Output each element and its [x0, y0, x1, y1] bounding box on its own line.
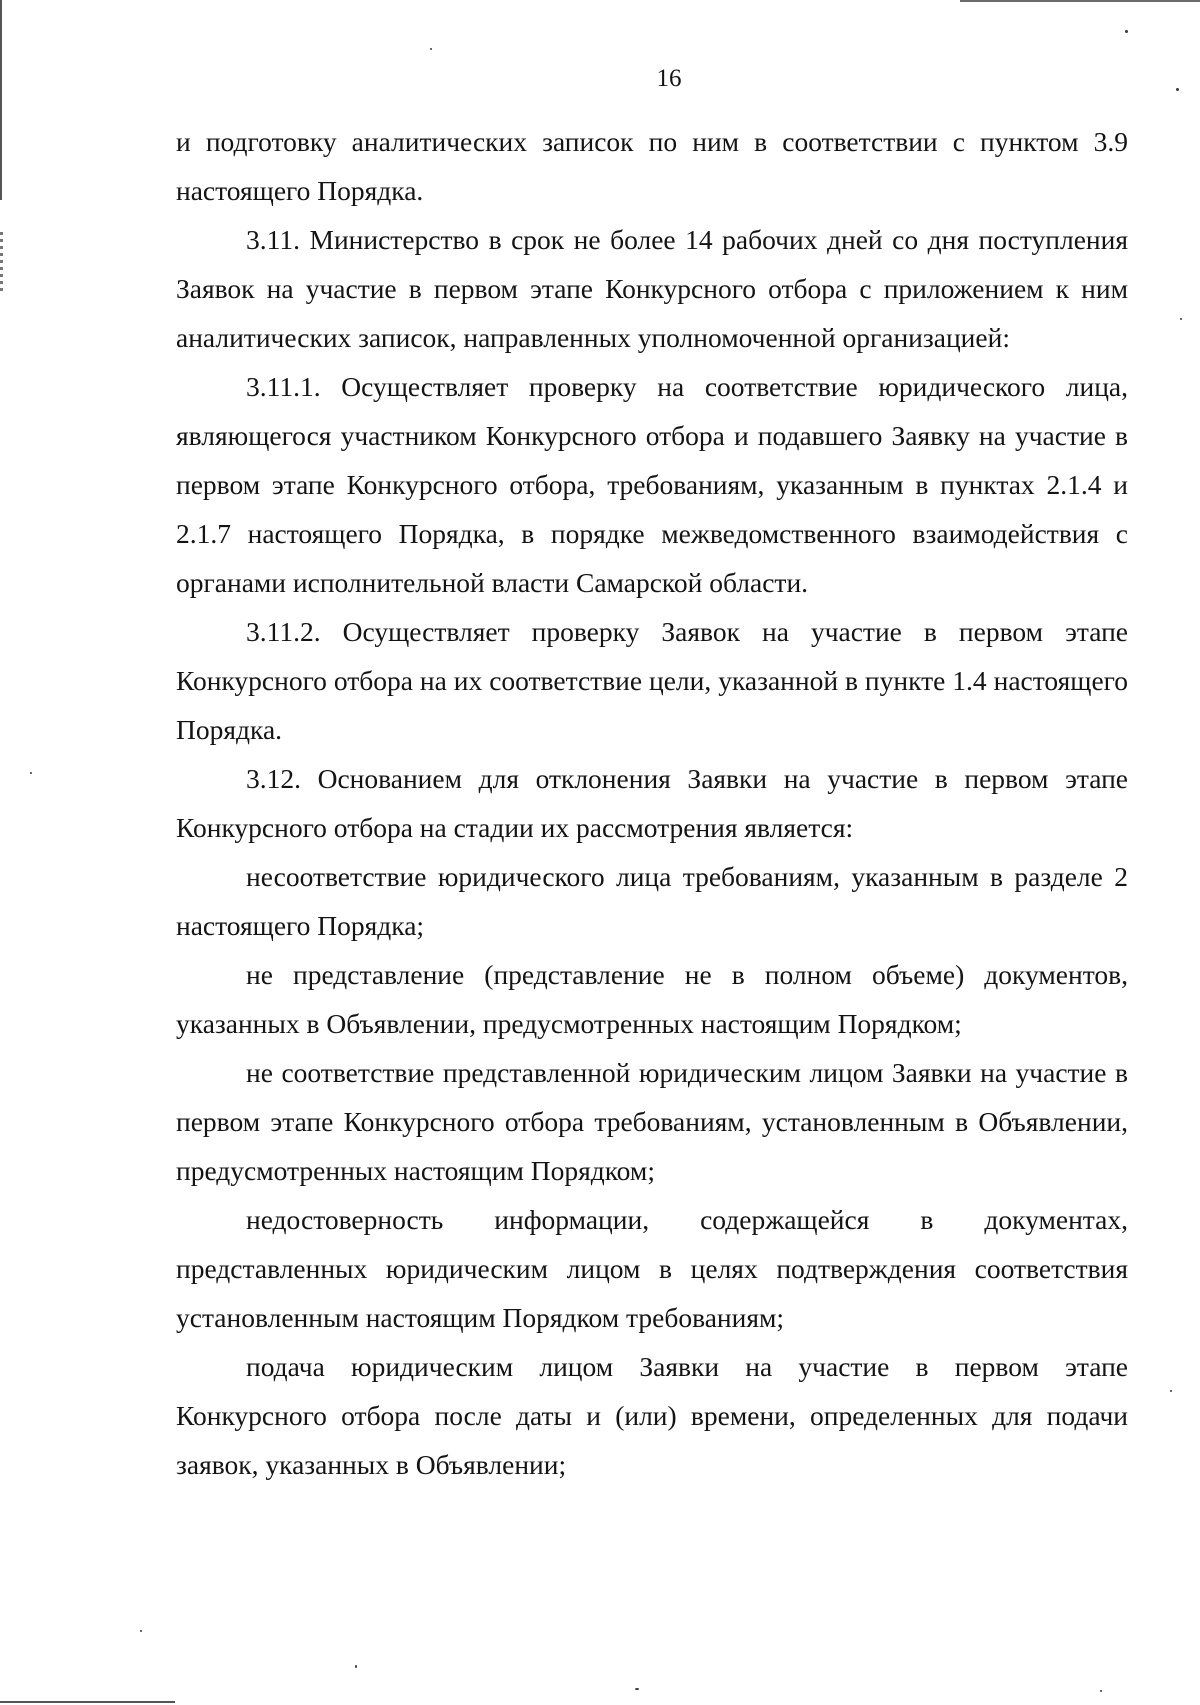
paragraph: 3.11. Министерство в срок не более 14 рабочих дней со дня поступления Заявок на участие в первом этапе Конкурсного отбора с приложением к ним аналитических записок, направленных уполномоченной организацией:: [176, 224, 1128, 353]
scan-edge-mark: [0, 232, 3, 292]
scan-speck: [1170, 1390, 1172, 1392]
paragraph: и подготовку аналитических записок по ним в соответствии с пунктом 3.9 настоящего Порядка.: [176, 126, 1128, 206]
scan-speck: [30, 772, 32, 774]
scan-edge-bottom: [0, 1701, 175, 1703]
paragraph: 3.11.1. Осуществляет проверку на соответствие юридического лица, являющегося участником Конкурсного отбора и подавшего Заявку на участие в первом этапе Конкурсного отбора, требованиям, указанным в пунктах 2.1.4 и 2.1.7 настоящего Порядка, в порядке межведомственного взаимодействия с органами исполнительной власти Самарской области.: [176, 371, 1128, 598]
paragraph: 3.11.2. Осуществляет проверку Заявок на участие в первом этапе Конкурсного отбора на их соответствие цели, указанной в пункте 1.4 настоящего Порядка.: [176, 616, 1128, 745]
scan-speck: [1125, 30, 1128, 33]
paragraph: несоответствие юридического лица требованиям, указанным в разделе 2 настоящего Порядка;: [176, 861, 1128, 941]
scan-speck: [140, 1630, 142, 1632]
paragraph: подача юридическим лицом Заявки на участие в первом этапе Конкурсного отбора после даты и (или) времени, определенных для подачи заявок, указанных в Объявлении;: [176, 1351, 1128, 1480]
scan-speck: [355, 1665, 357, 1668]
scan-speck: [430, 48, 432, 50]
paragraph: недостоверность информации, содержащейся в документах, представленных юридическим лицом в целях подтверждения соответствия установленным настоящим Порядком требованиям;: [176, 1204, 1128, 1333]
scan-edge-top: [960, 0, 1200, 2]
paragraph: не представление (представление не в полном объеме) документов, указанных в Объявлении, предусмотренных настоящим Порядком;: [176, 959, 1128, 1039]
scan-edge-left: [0, 0, 2, 200]
page-number: 16: [656, 65, 682, 92]
scan-speck: [1100, 1690, 1102, 1692]
paragraph: 3.12. Основанием для отклонения Заявки на участие в первом этапе Конкурсного отбора на стадии их рассмотрения является:: [176, 763, 1128, 843]
scan-speck: [1180, 318, 1182, 320]
scan-speck: [635, 1688, 639, 1690]
paragraph: не соответствие представленной юридическим лицом Заявки на участие в первом этапе Конкурсного отбора требованиям, установленным в Объявлении, предусмотренных настоящим Порядком;: [176, 1057, 1128, 1186]
document-body: [176, 117, 1128, 1489]
